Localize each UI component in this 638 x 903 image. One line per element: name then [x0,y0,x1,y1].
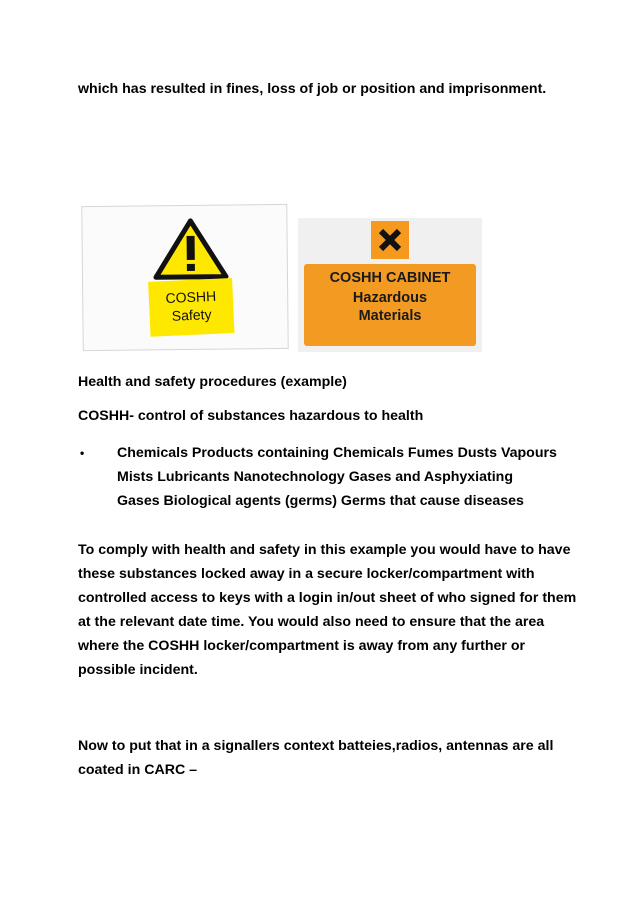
intro-paragraph: which has resulted in fines, loss of job or position and imprisonment. [78,81,547,97]
cabinet-label-panel [304,264,476,346]
signallers-paragraph: Now to put that in a signallers context batteies,radios, antennas are all coated in CARC – [78,738,554,778]
cabinet-line1: COSHH CABINET [329,270,451,286]
warning-triangle-icon [152,218,229,281]
coshh-safety-sign [81,204,289,351]
compliance-paragraph: To comply with health and safety in this example you would have to have these substances locked away in a secure locker/compartment with controlled access to keys with a login in/out sheet of who signed for them at the relevant date time. You would also need to ensure that the area where the COSHH locker/compartment is away from any further or possible incident. [78,542,577,678]
bullet-text: Chemicals Products containing Chemicals Fumes Dusts Vapours Mists Lubricants Nanotechnology Gases and Asphyxiating Gases Biological agents (germs) Germs that cause diseases [117,445,557,509]
coshh-heading: COSHH- control of substances hazardous to health [78,408,424,424]
cabinet-line3: Materials [358,308,422,324]
procedures-heading: Health and safety procedures (example) [78,374,347,390]
coshh-safety-label [148,278,234,337]
sign-safety-line2: Safety [171,306,212,324]
harmful-x-icon [371,221,409,259]
coshh-cabinet-sign [298,218,482,352]
sign-safety-line1: COSHH [165,287,217,307]
cabinet-line2: Hazardous [352,290,428,306]
bullet-dot: • [80,446,85,460]
